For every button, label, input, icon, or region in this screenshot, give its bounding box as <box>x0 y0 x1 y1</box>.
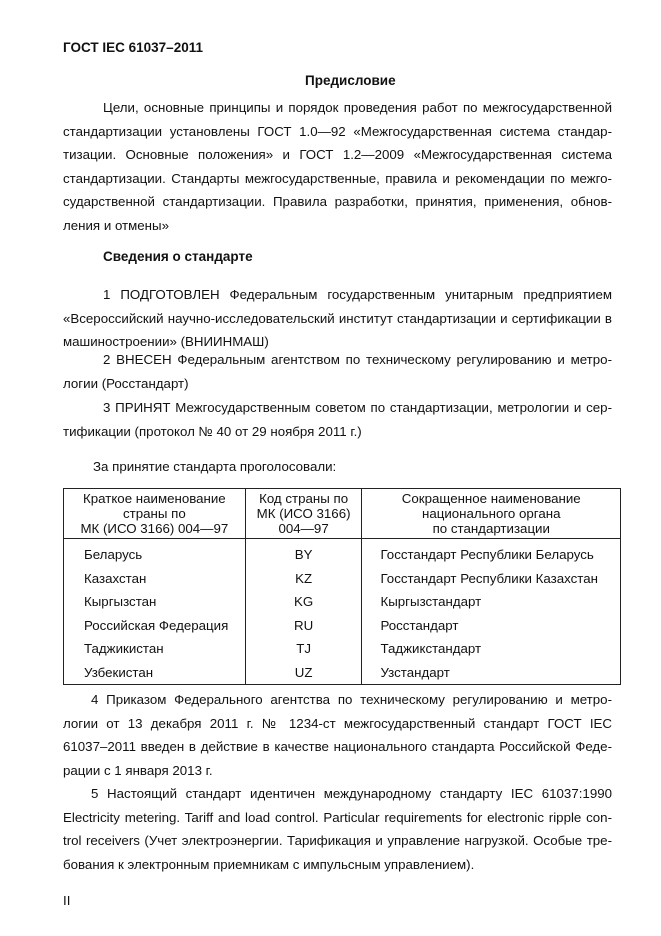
item-5-line: Electricity metering. Tariff and load control. Particular requirements for electronic ripple con- <box>63 809 612 825</box>
header-code-line: 004—97 <box>278 521 329 536</box>
item-4-line: 61037–2011 введен в действие в качестве национального стандарта Российской Феде- <box>63 739 612 754</box>
foreword-paragraph <box>63 96 612 237</box>
table-row <box>64 539 621 567</box>
cell-country: Узбекистан <box>64 661 246 685</box>
item-4-paragraph <box>63 688 612 782</box>
table-row <box>64 614 621 638</box>
item-5-paragraph <box>63 782 612 876</box>
document-header: ГОСТ IEC 61037–2011 <box>63 40 203 55</box>
page-number: II <box>63 893 71 908</box>
voting-table <box>63 488 621 685</box>
item-3-line: 3 ПРИНЯТ Межгосударственным советом по стандартизации, метрологии и сер- <box>103 400 612 415</box>
header-body-line: по стандартизации <box>432 521 550 536</box>
foreword-line: тизации. Основные положения» и ГОСТ 1.2—2009 «Межгосударственная система <box>63 147 612 162</box>
foreword-line: сударственной стандартизации. Правила разработки, принятия, применения, обнов- <box>63 194 612 209</box>
table-header-row <box>64 489 621 539</box>
cell-body: Росстандарт <box>362 614 621 638</box>
item-4-line: логии от 13 декабря 2011 г. № 1234-ст межгосударственный стандарт ГОСТ IEC <box>63 715 612 731</box>
item-3-line: тификации (протокол № 40 от 29 ноября 2011 г.) <box>63 423 362 439</box>
item-4-line: рации с 1 января 2013 г. <box>63 762 213 778</box>
item-5-line: 5 Настоящий стандарт идентичен международному стандарту IEC 61037:1990 <box>91 786 612 801</box>
header-code-line: Код страны по <box>259 491 349 506</box>
cell-code: KG <box>245 590 362 614</box>
cell-country: Российская Федерация <box>64 614 246 638</box>
foreword-line: стандартизации установлены ГОСТ 1.0—92 «Межгосударственная система стандар- <box>63 123 612 139</box>
item-3-paragraph <box>63 396 612 443</box>
cell-country: Таджикистан <box>64 637 246 661</box>
item-1-line: «Всероссийский научно-исследовательский институт стандартизации и сертификации в <box>63 310 612 326</box>
item-5-line: trol receivers (Учет электроэнергии. Тарификация и управление нагрузкой. Особые тре- <box>63 833 612 848</box>
cell-body: Госстандарт Республики Казахстан <box>362 567 621 591</box>
info-heading: Сведения о стандарте <box>103 249 253 264</box>
voted-intro: За принятие стандарта проголосовали: <box>93 459 337 474</box>
cell-country: Кыргызстан <box>64 590 246 614</box>
item-2-line: 2 ВНЕСЕН Федеральным агентством по техническому регулированию и метро- <box>103 352 612 367</box>
item-1-line: машиностроении» (ВНИИНМАШ) <box>63 334 269 349</box>
foreword-line: Цели, основные принципы и порядок проведения работ по межгосударственной <box>103 100 612 115</box>
item-1-paragraph <box>63 283 612 354</box>
cell-code: UZ <box>245 661 362 685</box>
header-body <box>362 489 621 539</box>
table-row <box>64 637 621 661</box>
table-row <box>64 567 621 591</box>
foreword-heading: Предисловие <box>305 73 396 88</box>
item-2-paragraph <box>63 348 612 395</box>
cell-body: Госстандарт Республики Беларусь <box>362 539 621 567</box>
header-country-line: страны по <box>123 506 186 521</box>
cell-body: Кыргызстандарт <box>362 590 621 614</box>
foreword-line: ления и отмены» <box>63 217 169 233</box>
header-country <box>64 489 246 539</box>
cell-code: RU <box>245 614 362 638</box>
table-row <box>64 661 621 685</box>
cell-country: Беларусь <box>64 539 246 567</box>
header-country-line: Краткое наименование <box>83 491 226 506</box>
item-1-line: 1 ПОДГОТОВЛЕН Федеральным государственным унитарным предприятием <box>103 287 612 302</box>
header-code <box>245 489 362 539</box>
item-5-line: бования к электронным приемникам с импульсным управлением). <box>63 856 475 872</box>
cell-code: BY <box>245 539 362 567</box>
foreword-line: стандартизации. Стандарты межгосударственные, правила и рекомендации по межго- <box>63 170 612 186</box>
item-4-line: 4 Приказом Федерального агентства по техническому регулированию и метро- <box>91 692 612 707</box>
header-code-line: МК (ИСО 3166) <box>256 506 351 521</box>
header-body-line: национального органа <box>422 506 561 521</box>
cell-code: KZ <box>245 567 362 591</box>
header-body-line: Сокращенное наименование <box>401 491 581 506</box>
header-country-line: МК (ИСО 3166) 004—97 <box>80 521 229 536</box>
item-2-line: логии (Росстандарт) <box>63 375 189 391</box>
cell-code: TJ <box>245 637 362 661</box>
table-row <box>64 590 621 614</box>
cell-body: Узстандарт <box>362 661 621 685</box>
cell-country: Казахстан <box>64 567 246 591</box>
cell-body: Таджикстандарт <box>362 637 621 661</box>
